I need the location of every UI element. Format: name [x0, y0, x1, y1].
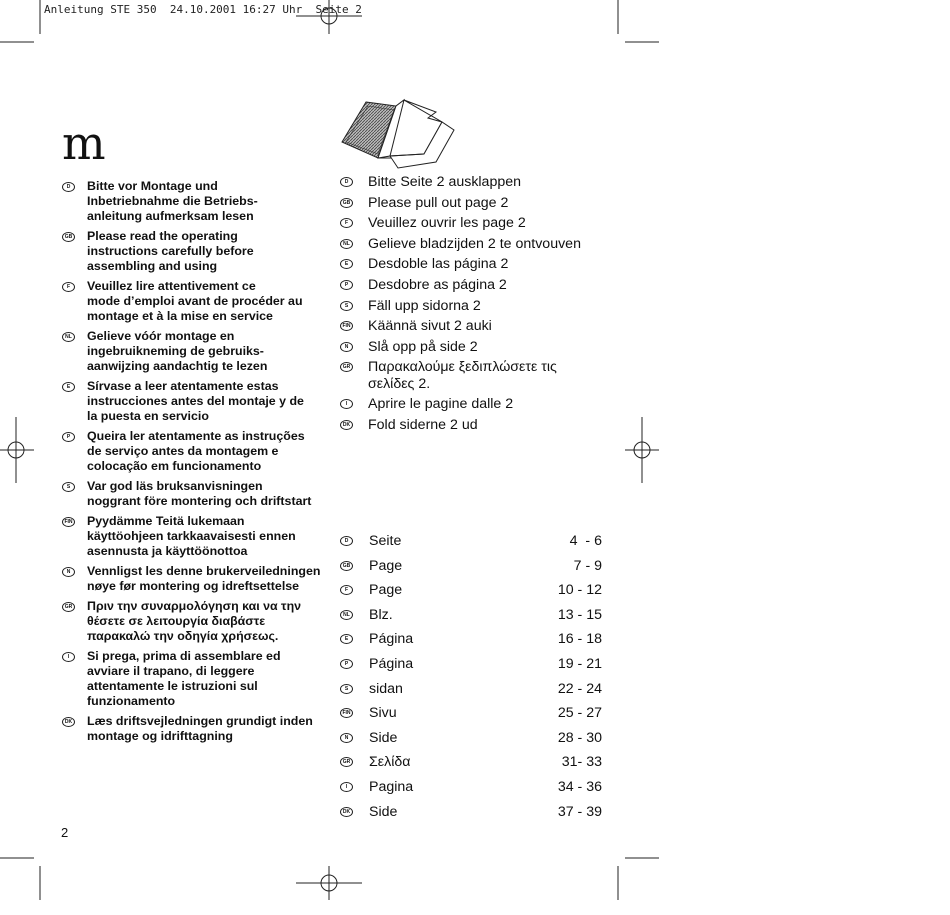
pull-out-text: Bitte Seite 2 ausklappen: [368, 174, 522, 190]
instruction-item: [62, 379, 337, 424]
language-code-badge: F: [340, 218, 353, 228]
pull-out-item: [340, 359, 620, 392]
page-range: 10 - 12: [557, 582, 602, 599]
language-code-badge: N: [340, 733, 353, 743]
page-range: 28 - 30: [557, 729, 602, 746]
page-label: Página: [369, 655, 414, 672]
pull-out-item: [340, 318, 620, 334]
instruction-item: [62, 279, 337, 324]
brand-logo: m: [62, 116, 106, 170]
pull-out-item: [340, 195, 620, 211]
page-range: 4 - 6: [569, 533, 602, 549]
language-code-badge: GB: [62, 232, 75, 242]
language-code-badge: NL: [62, 332, 75, 342]
instruction-text: Læs driftsvejledningen grundigt inden montage og idrifttagning: [87, 714, 313, 743]
page-label: Sivu: [369, 705, 397, 722]
page-label: Σελίδα: [369, 754, 411, 771]
language-code-badge: GR: [62, 602, 75, 612]
instruction-text: Si prega, prima di assemblare ed avviare il trapano, di leggere attentamente le istruzioni sul funzionamento: [87, 649, 281, 708]
instruction-item: [62, 649, 337, 709]
instruction-item: [62, 429, 337, 474]
pull-out-item: [340, 396, 620, 412]
page-index-item: [340, 704, 602, 729]
language-code-badge: S: [340, 684, 353, 694]
page-range: 16 - 18: [557, 631, 602, 648]
page-index-item: [340, 630, 602, 655]
page-range: 19 - 21: [557, 655, 602, 672]
page-label: Side: [369, 803, 398, 820]
page-label: Blz.: [369, 606, 393, 623]
language-code-badge: I: [62, 652, 75, 662]
pull-out-item: [340, 256, 620, 272]
language-code-badge: I: [340, 782, 353, 792]
instruction-text: Please read the operating instructions carefully before assembling and using: [87, 229, 254, 273]
instruction-text: Var god läs bruksanvisningen noggrant före montering och driftstart: [87, 479, 312, 508]
language-code-badge: GB: [340, 561, 353, 571]
instruction-text: Πριν την συναρμολόγηση και να την θέσετε σε λειτουργία διαβάστε παρακαλώ την οδηγία χρήσεως.: [87, 599, 302, 643]
language-code-badge: DK: [340, 807, 353, 817]
language-code-badge: DK: [340, 420, 353, 430]
language-code-badge: I: [340, 399, 353, 409]
safety-instructions-list: [62, 179, 337, 749]
pull-out-text: Fold siderne 2 ud: [368, 416, 478, 433]
language-code-badge: D: [340, 177, 353, 187]
pull-out-item: [340, 298, 620, 314]
instruction-item: [62, 599, 337, 644]
pull-out-list: [340, 174, 620, 437]
page-index-item: [340, 753, 602, 778]
booklet-fold-out-icon: [338, 96, 463, 171]
language-code-badge: FIN: [340, 321, 353, 331]
pull-out-text: Slå opp på side 2: [368, 338, 478, 355]
page-index-item: [340, 729, 602, 754]
instruction-text: Veuillez lire attentivement ce mode d’emploi avant de procéder au montage et à la mise en service: [87, 279, 303, 323]
language-code-badge: GR: [340, 362, 353, 372]
pull-out-text: Fäll upp sidorna 2: [368, 297, 481, 314]
page-label: Seite: [369, 533, 402, 549]
page-index-item: [340, 655, 602, 680]
pull-out-item: [340, 339, 620, 355]
instruction-text: Queira ler atentamente as instruções de serviço antes da montagem e colocação em funcionamento: [87, 429, 305, 473]
language-code-badge: E: [62, 382, 75, 392]
registration-mark-left: [0, 417, 34, 483]
language-code-badge: E: [340, 259, 353, 269]
instruction-text: Gelieve vóór montage en ingebruikneming de gebruiks- aanwijzing aandachtig te lezen: [87, 329, 268, 373]
language-code-badge: F: [62, 282, 75, 292]
page-index-item: [340, 581, 602, 606]
registration-mark-bottom: [296, 866, 362, 900]
instruction-text: Vennligst les denne brukerveiledningen nøye før montering og idreftsettelse: [87, 564, 321, 593]
language-code-badge: P: [340, 280, 353, 290]
language-code-badge: F: [340, 585, 353, 595]
instruction-item: [62, 329, 337, 374]
page-range: 37 - 39: [557, 803, 602, 820]
page-range: 22 - 24: [557, 680, 602, 697]
language-code-badge: D: [62, 182, 75, 192]
language-code-badge: N: [340, 342, 353, 352]
language-code-badge: P: [62, 432, 75, 442]
pull-out-item: [340, 174, 620, 190]
page-label: Page: [369, 557, 403, 574]
instruction-item: [62, 714, 337, 744]
page-index-item: [340, 557, 602, 582]
page-index-item: [340, 606, 602, 631]
page-number: 2: [61, 825, 69, 840]
language-code-badge: S: [62, 482, 75, 492]
pull-out-text: Gelieve bladzijden 2 te ontvouven: [368, 235, 581, 252]
page-index-item: [340, 803, 602, 828]
page-range: 34 - 36: [557, 778, 602, 795]
language-code-badge: FIN: [340, 708, 353, 718]
pull-out-text: Aprire le pagine dalle 2: [368, 396, 514, 413]
page-label: Página: [369, 631, 414, 648]
page-range: 13 - 15: [557, 606, 602, 623]
pull-out-item: [340, 215, 620, 231]
page-index-item: [340, 532, 602, 557]
language-code-badge: FIN: [62, 517, 75, 527]
language-code-badge: E: [340, 634, 353, 644]
page-label: Page: [369, 582, 403, 599]
instruction-item: [62, 179, 337, 224]
language-code-badge: P: [340, 659, 353, 669]
instruction-item: [62, 229, 337, 274]
registration-mark-right: [625, 417, 659, 483]
print-header: Anleitung STE 350 24.10.2001 16:27 Uhr Seite 2: [44, 3, 362, 16]
instruction-item: [62, 479, 337, 509]
page-range: 31- 33: [561, 754, 602, 771]
instruction-text: Bitte vor Montage und Inbetriebnahme die Betriebs- anleitung aufmerksam lesen: [87, 179, 258, 223]
language-code-badge: GB: [340, 198, 353, 208]
page-label: sidan: [369, 680, 403, 697]
instruction-text: Pyydämme Teitä lukemaan käyttöohjeen tarkkaavaisesti ennen asennusta ja käyttöönottoa: [87, 514, 296, 558]
language-code-badge: D: [340, 536, 353, 546]
page-label: Side: [369, 729, 398, 746]
pull-out-item: [340, 417, 620, 433]
pull-out-text: Desdoble las página 2: [368, 256, 509, 273]
instruction-item: [62, 564, 337, 594]
page-label: Pagina: [369, 778, 414, 795]
page-index-list: [340, 532, 602, 827]
language-code-badge: NL: [340, 610, 353, 620]
language-code-badge: GR: [340, 757, 353, 767]
instruction-text: Sírvase a leer atentamente estas instrucciones antes del montaje y de la puesta en servicio: [87, 379, 304, 423]
pull-out-text: Παρακαλούμε ξεδιπλώσετε τις σελίδες 2.: [368, 359, 557, 392]
language-code-badge: NL: [340, 239, 353, 249]
pull-out-text: Please pull out page 2: [368, 194, 509, 211]
pull-out-item: [340, 236, 620, 252]
pull-out-text: Veuillez ouvrir les page 2: [368, 215, 526, 232]
page-index-item: [340, 778, 602, 803]
instruction-item: [62, 514, 337, 559]
pull-out-item: [340, 277, 620, 293]
pull-out-text: Desdobre as página 2: [368, 276, 507, 293]
language-code-badge: N: [62, 567, 75, 577]
language-code-badge: S: [340, 301, 353, 311]
page-range: 7 - 9: [573, 557, 602, 574]
page-range: 25 - 27: [557, 705, 602, 722]
pull-out-text: Käännä sivut 2 auki: [368, 318, 492, 335]
language-code-badge: DK: [62, 717, 75, 727]
page-index-item: [340, 680, 602, 705]
